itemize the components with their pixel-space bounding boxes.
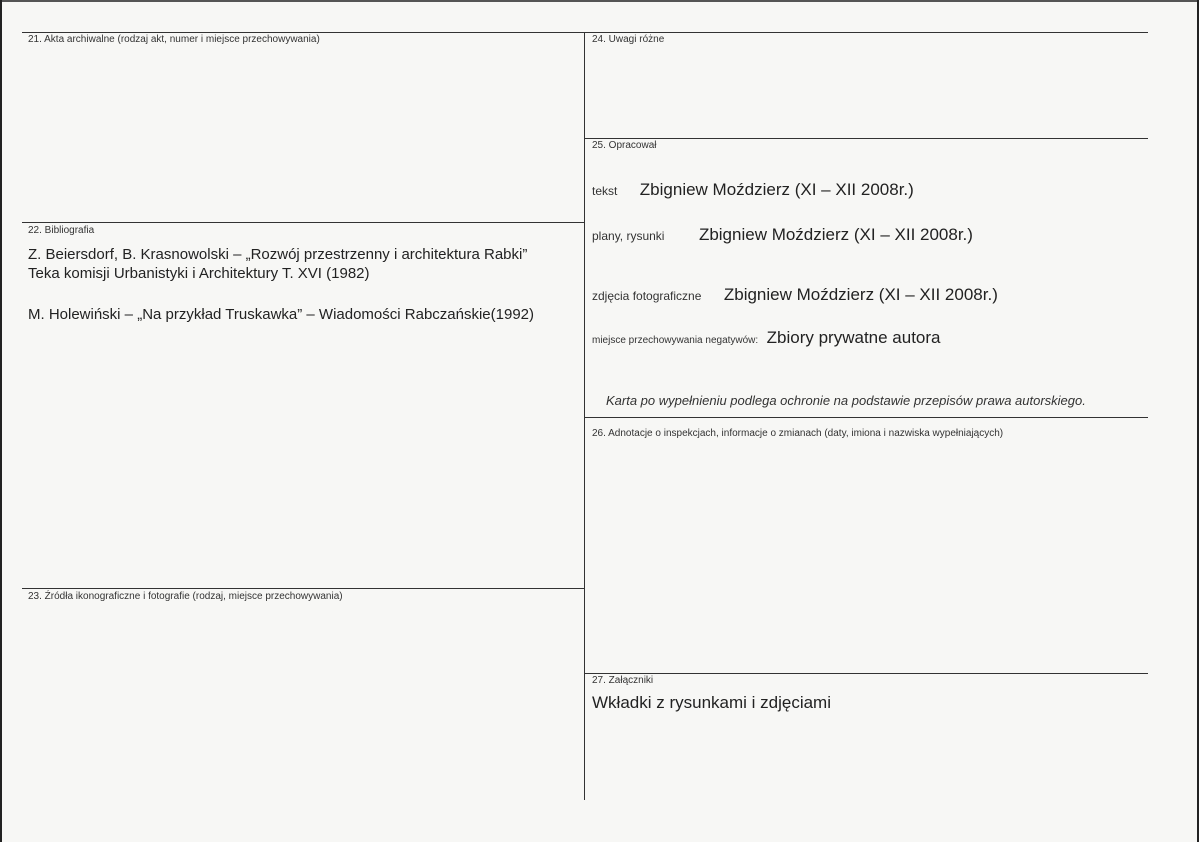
section-22-top-rule <box>22 222 585 223</box>
section-25-label: 25. Opracował <box>592 140 657 151</box>
bibliography-entry-1-cont: Teka komisji Urbanistyki i Architektury T. XVI (1982) <box>28 265 370 282</box>
author-photos-label: zdjęcia fotograficzne <box>592 289 702 303</box>
author-text-value: Zbigniew Moździerz (XI – XII 2008r.) <box>639 180 914 199</box>
section-21-top-rule <box>22 32 585 33</box>
section-22-label: 22. Bibliografia <box>28 225 95 236</box>
bibliography-entry-2: M. Holewiński – „Na przykład Truskawka” – Wiadomości Rabczańskie(1992) <box>28 306 535 323</box>
center-divider <box>584 32 585 800</box>
section-24-top-rule <box>585 32 1148 33</box>
copyright-notice: Karta po wypełnieniu podlega ochronie na podstawie przepisów prawa autorskiego. <box>606 393 1086 408</box>
section-27-top-rule <box>585 673 1148 674</box>
author-plans-row <box>592 225 973 245</box>
scan-edge-left <box>0 0 2 842</box>
section-27-label: 27. Załączniki <box>592 675 654 686</box>
section-23-top-rule <box>22 588 585 589</box>
attachments-value: Wkładki z rysunkami i zdjęciami <box>592 693 831 712</box>
negatives-storage-value: Zbiory prywatne autora <box>766 328 941 347</box>
section-23-label: 23. Źródła ikonograficzne i fotografie (rodzaj, miejsce przechowywania) <box>28 591 343 602</box>
scan-edge-top <box>0 0 1199 2</box>
author-plans-value: Zbigniew Moździerz (XI – XII 2008r.) <box>698 225 973 244</box>
bibliography-entry-1: Z. Beiersdorf, B. Krasnowolski – „Rozwój przestrzenny i architektura Rabki” <box>28 246 528 263</box>
negatives-storage-label: miejsce przechowywania negatywów: <box>592 335 759 346</box>
author-plans-label: plany, rysunki <box>592 229 665 243</box>
author-text-label: tekst <box>592 184 618 198</box>
negatives-storage-row <box>592 328 941 348</box>
section-26-label: 26. Adnotacje o inspekcjach, informacje o zmianach (daty, imiona i nazwiska wypełniających) <box>592 428 1004 439</box>
section-24-label: 24. Uwagi różne <box>592 34 665 45</box>
section-26-top-rule <box>585 417 1148 418</box>
author-photos-row <box>592 285 998 305</box>
section-21-label: 21. Akta archiwalne (rodzaj akt, numer i miejsce przechowywania) <box>28 34 320 45</box>
author-text-row <box>592 180 914 200</box>
author-photos-value: Zbigniew Moździerz (XI – XII 2008r.) <box>723 285 998 304</box>
section-25-top-rule <box>585 138 1148 139</box>
